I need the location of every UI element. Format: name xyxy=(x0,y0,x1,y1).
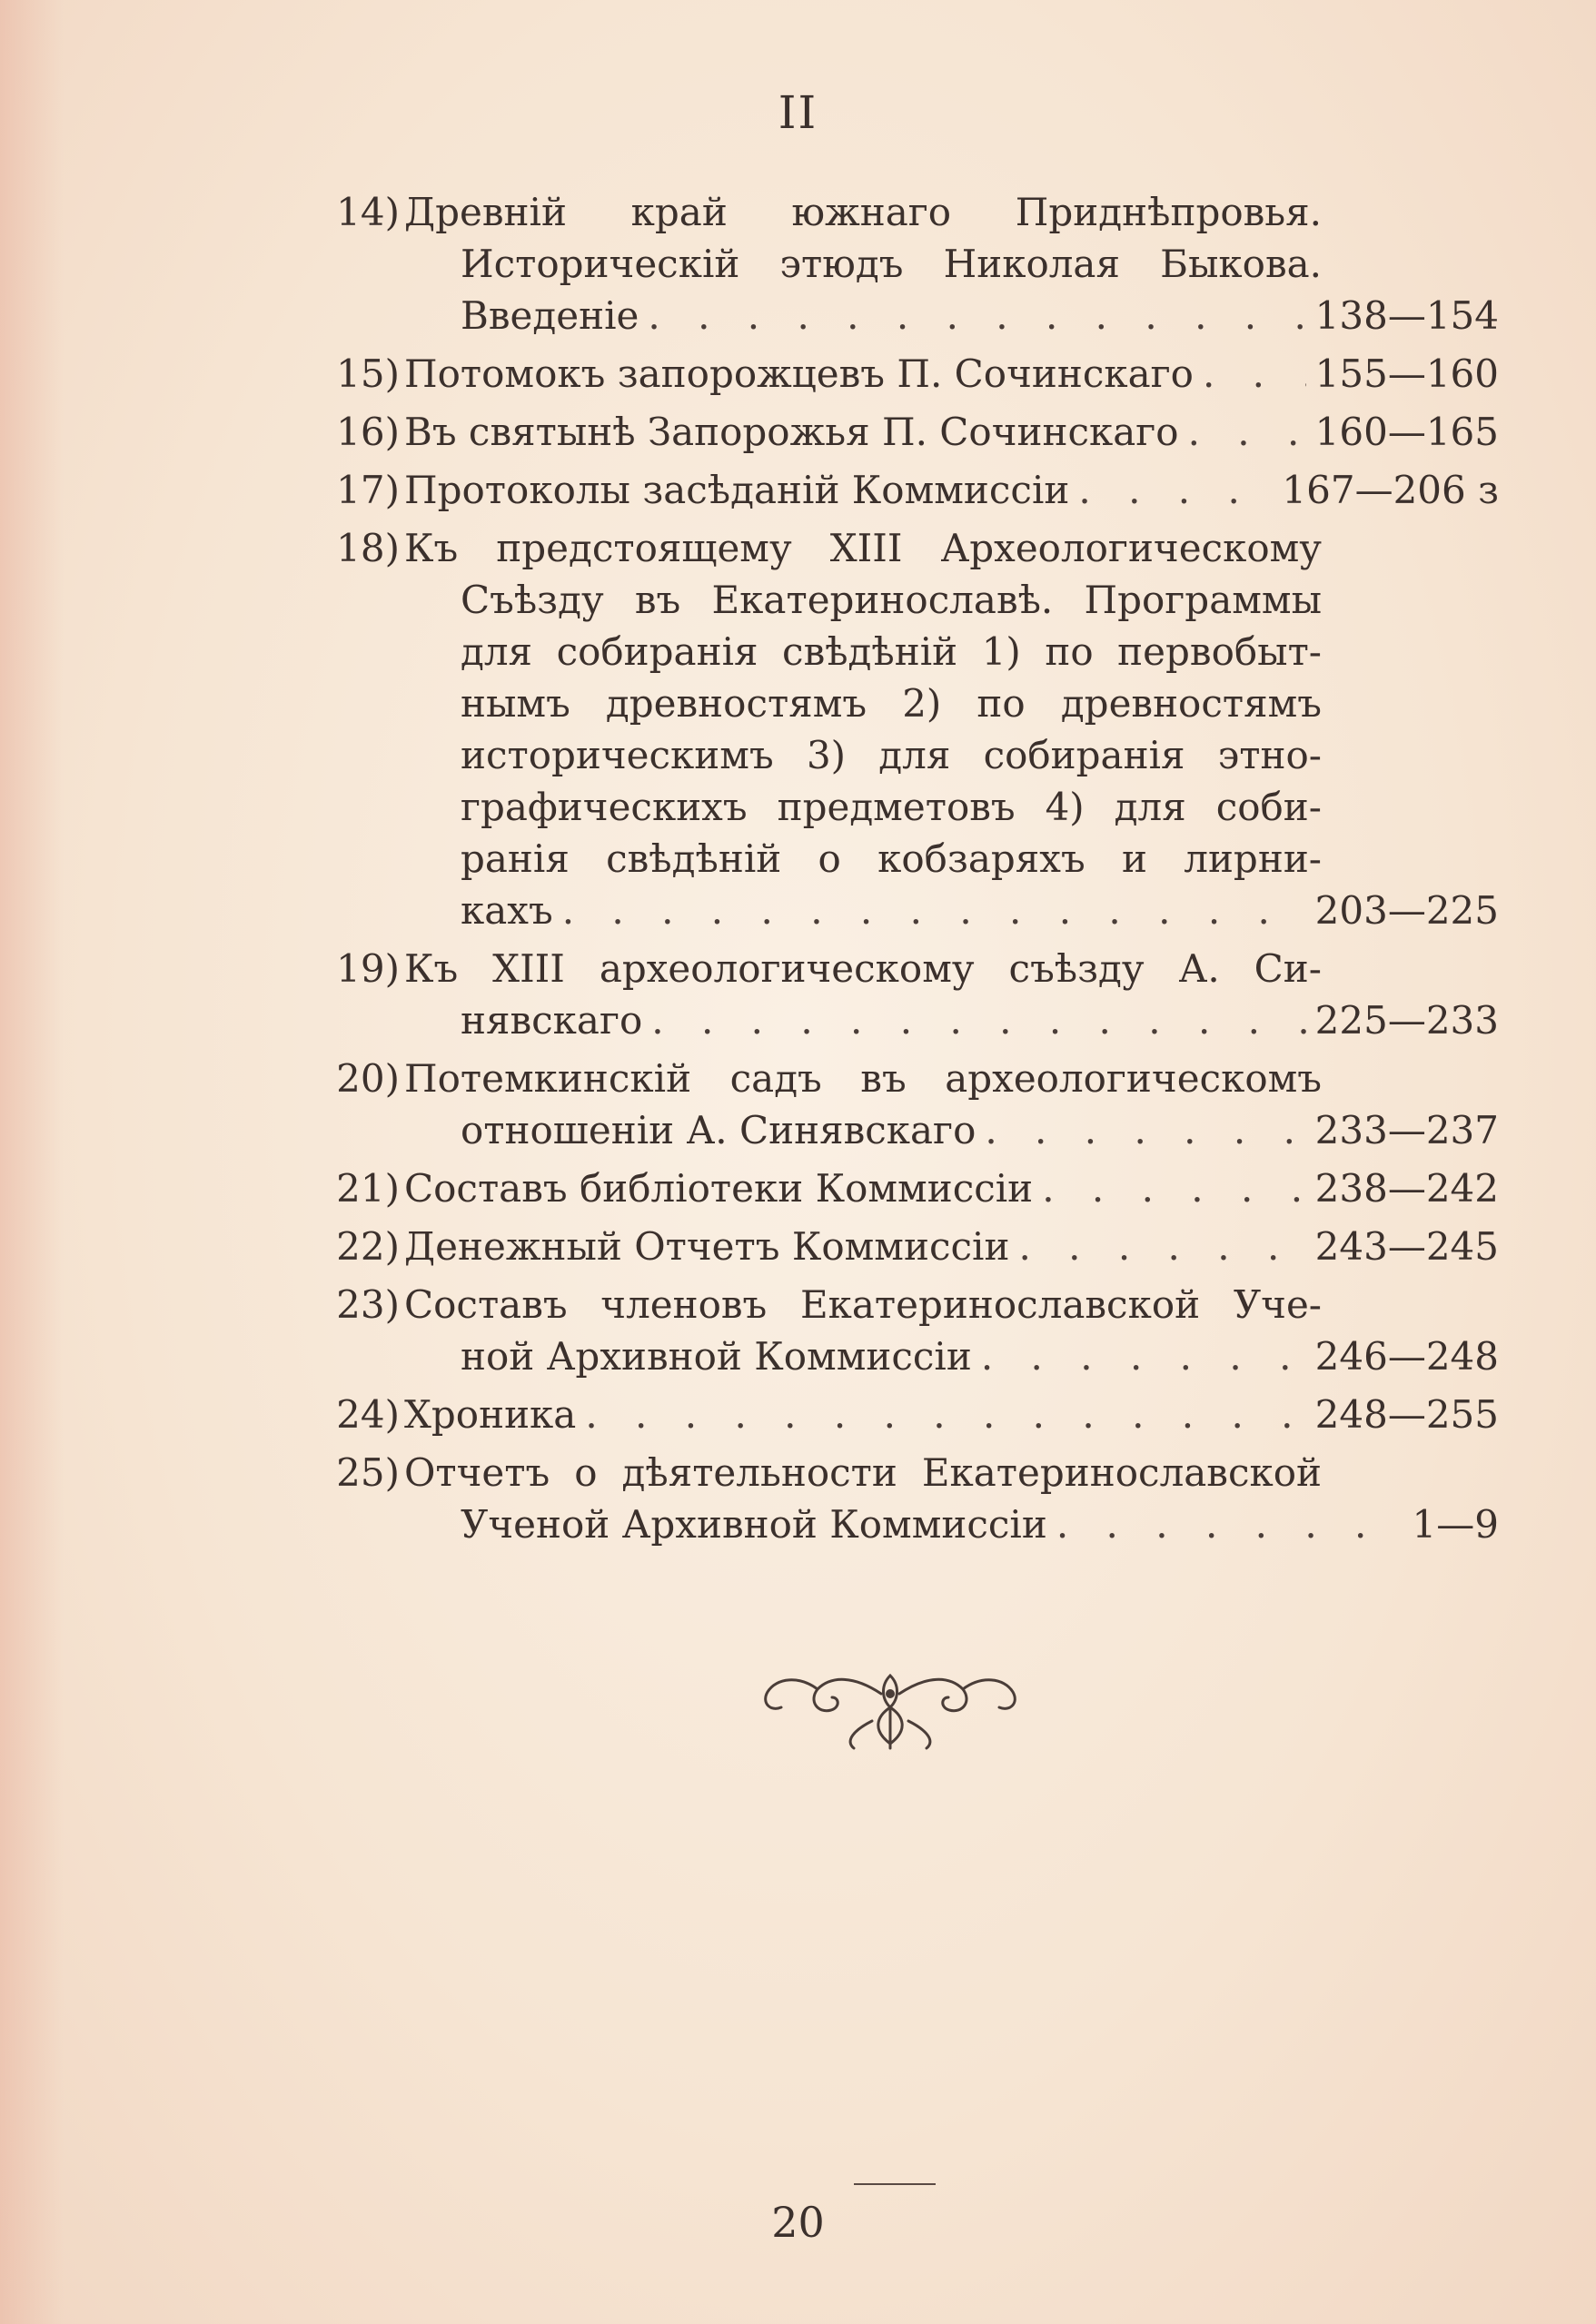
toc-entry-number: 14) xyxy=(336,190,400,234)
toc-entry-number: 21) xyxy=(336,1166,400,1211)
toc-entry-title-line: ранія свѣдѣній о кобзаряхъ и лирни- xyxy=(461,836,1322,881)
dot-leader xyxy=(985,1104,1305,1156)
toc-entry xyxy=(309,464,1499,516)
toc-entry xyxy=(309,1279,1499,1382)
toc-entry xyxy=(309,186,1499,341)
toc-entry-pages: 203—225 xyxy=(1314,888,1499,933)
toc-entry xyxy=(309,348,1499,400)
footer-rule xyxy=(854,2183,936,2185)
toc-entry-number: 20) xyxy=(336,1056,400,1101)
dot-leader xyxy=(651,994,1305,1046)
toc-entry-title: Введеніе xyxy=(461,293,639,338)
toc-entry-title-line: Потемкинскій садъ въ археологическомъ xyxy=(404,1056,1322,1101)
dot-leader xyxy=(1056,1498,1403,1550)
dot-leader xyxy=(1188,406,1306,458)
toc-entry-title-line: Къ XIII археологическому съѣзду А. Си- xyxy=(404,946,1322,991)
toc-entry-pages: 243—245 xyxy=(1314,1224,1499,1269)
toc-entry-number: 19) xyxy=(336,946,400,991)
toc-entry-title: ной Архивной Коммиссіи xyxy=(461,1334,972,1379)
toc-entry xyxy=(309,1221,1499,1272)
toc-entry-pages: 160—165 xyxy=(1314,410,1499,454)
toc-entry-title-line: для собиранія свѣдѣній 1) по первобыт- xyxy=(461,629,1322,674)
toc-entry-number: 23) xyxy=(336,1282,400,1327)
toc-entry-pages: 155—160 xyxy=(1314,351,1499,396)
toc-entry-title: Протоколы засѣданій Коммиссіи xyxy=(404,468,1070,512)
toc-entry-title-line: историческимъ 3) для собиранія этно- xyxy=(461,733,1322,777)
ornament-icon xyxy=(745,1657,1036,1757)
toc-entry-title: нявскаго xyxy=(461,998,643,1043)
toc-entry-title: Составъ библіотеки Коммиссіи xyxy=(404,1166,1034,1211)
toc-entry-title-line: Составъ членовъ Екатеринославской Уче- xyxy=(404,1282,1322,1327)
toc-entry-number: 17) xyxy=(336,468,400,512)
toc-entry-title: Хроника xyxy=(404,1392,577,1437)
toc-entry xyxy=(309,1389,1499,1440)
toc-entry-title-line: Историческій этюдъ Николая Быкова. xyxy=(461,242,1322,286)
dot-leader xyxy=(562,885,1306,936)
toc-entry-title-line: нымъ древностямъ 2) по древностямъ xyxy=(461,681,1322,726)
toc-entry-pages: 238—242 xyxy=(1314,1166,1499,1211)
toc-entry-number: 22) xyxy=(336,1224,400,1269)
dot-leader xyxy=(648,290,1305,341)
toc-entry-title: Ученой Архивной Коммиссіи xyxy=(461,1502,1047,1547)
toc-entry-pages: 225—233 xyxy=(1314,998,1499,1043)
toc-entry-pages: 167—206 з xyxy=(1282,468,1499,512)
dot-leader xyxy=(1203,348,1306,400)
toc-entry-title-line: Древній край южнаго Приднѣпровья. xyxy=(404,190,1322,234)
dot-leader xyxy=(1018,1221,1305,1272)
toc-entry xyxy=(309,943,1499,1046)
toc-entry xyxy=(309,406,1499,458)
table-of-contents xyxy=(309,186,1499,1557)
dot-leader xyxy=(1078,464,1273,516)
toc-entry-title-line: Съѣзду въ Екатеринославѣ. Программы xyxy=(461,578,1322,622)
toc-entry-number: 16) xyxy=(336,410,400,454)
toc-entry-title: Въ святынѣ Запорожья П. Сочинскаго xyxy=(404,410,1179,454)
toc-entry-pages: 138—154 xyxy=(1314,293,1499,338)
page-number: 20 xyxy=(771,2198,825,2247)
toc-entry-title: кахъ xyxy=(461,888,553,933)
page-edge-tint xyxy=(0,0,64,2324)
dot-leader xyxy=(585,1389,1305,1440)
toc-entry-number: 25) xyxy=(336,1450,400,1495)
toc-entry xyxy=(309,1053,1499,1156)
toc-entry-title: отношеніи А. Синявскаго xyxy=(461,1108,976,1152)
toc-entry-pages: 248—255 xyxy=(1314,1392,1499,1437)
dot-leader xyxy=(981,1330,1306,1382)
toc-entry-pages: 246—248 xyxy=(1314,1334,1499,1379)
toc-entry xyxy=(309,1162,1499,1214)
toc-entry-title: Потомокъ запорожцевъ П. Сочинскаго xyxy=(404,351,1194,396)
toc-entry-title-line: графическихъ предметовъ 4) для соби- xyxy=(461,785,1322,829)
toc-entry-number: 24) xyxy=(336,1392,400,1437)
toc-entry xyxy=(309,522,1499,936)
toc-entry xyxy=(309,1447,1499,1550)
toc-entry-title-line: Къ предстоящему XIII Археологическому xyxy=(404,526,1322,570)
toc-entry-pages: 233—237 xyxy=(1314,1108,1499,1152)
page-header-roman: II xyxy=(778,86,818,139)
toc-entry-number: 15) xyxy=(336,351,400,396)
dot-leader xyxy=(1042,1162,1305,1214)
toc-entry-pages: 1—9 xyxy=(1412,1502,1499,1547)
toc-entry-title-line: Отчетъ о дѣятельности Екатеринославской xyxy=(404,1450,1322,1495)
toc-entry-number: 18) xyxy=(336,526,400,570)
toc-entry-title: Денежный Отчетъ Коммиссіи xyxy=(404,1224,1010,1269)
